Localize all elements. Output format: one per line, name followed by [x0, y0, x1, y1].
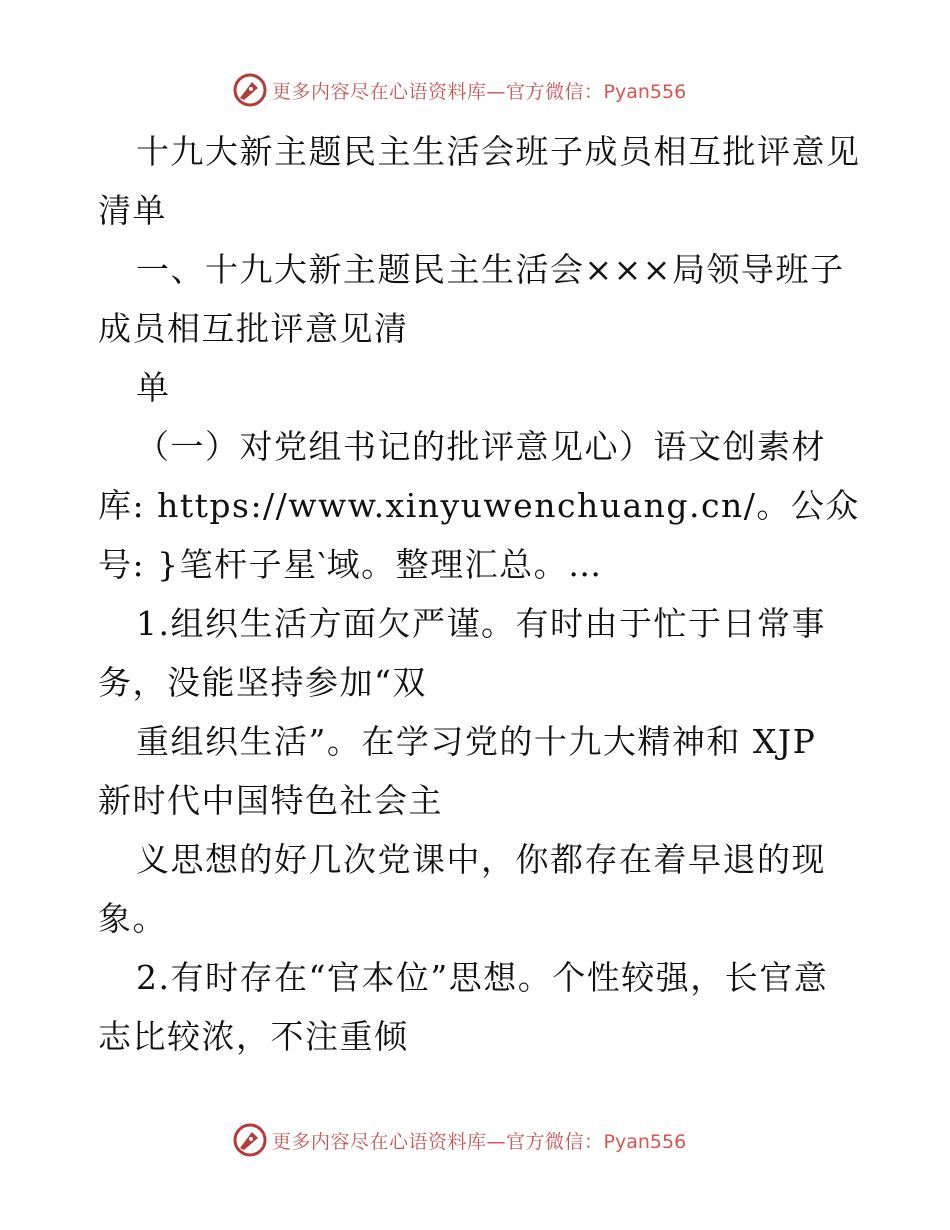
document-line: 库: https://www.xinyuwenchuang.cn/。公众 [98, 486, 860, 525]
watermark-text: 更多内容尽在心语资料库—官方微信：Pyan556 [272, 1130, 687, 1153]
pen-nib-circle-icon [232, 72, 268, 108]
watermark-account: Pyan556 [603, 80, 687, 103]
watermark-account: Pyan556 [603, 1130, 687, 1153]
document-line: 2.有时存在“官本位”思想。个性较强，长官意 [136, 958, 829, 997]
document-line: 清单 [98, 191, 167, 230]
document-line: 志比较浓，不注重倾 [98, 1017, 409, 1056]
document-body [98, 122, 861, 1066]
document-line: 新时代中国特色社会主 [98, 781, 443, 820]
document-line: 务，没能坚持参加“双 [98, 663, 427, 702]
document-line: 1.组织生活方面欠严谨。有时由于忙于日常事 [136, 604, 826, 643]
footer-watermark [232, 1120, 752, 1160]
document-line: 一、十九大新主题民主生活会×××局领导班子 [136, 250, 845, 289]
pen-nib-circle-icon [232, 1122, 268, 1158]
document-line: 十九大新主题民主生活会班子成员相互批评意见 [136, 132, 861, 171]
document-line: 义思想的好几次党课中，你都存在着早退的现 [136, 840, 826, 879]
document-line: （一）对党组书记的批评意见心）语文创素材 [136, 427, 826, 466]
header-watermark [232, 70, 752, 110]
document-line: 成员相互批评意见清 [98, 309, 409, 348]
document-line: 象。 [98, 899, 167, 938]
document-line: 号: }笔杆子星‵域。整理汇总。… [98, 545, 603, 584]
document-line: 重组织生活”。在学习党的十九大精神和 XJP [136, 722, 817, 761]
document-line: 单 [136, 368, 171, 407]
watermark-text: 更多内容尽在心语资料库—官方微信：Pyan556 [272, 80, 687, 103]
